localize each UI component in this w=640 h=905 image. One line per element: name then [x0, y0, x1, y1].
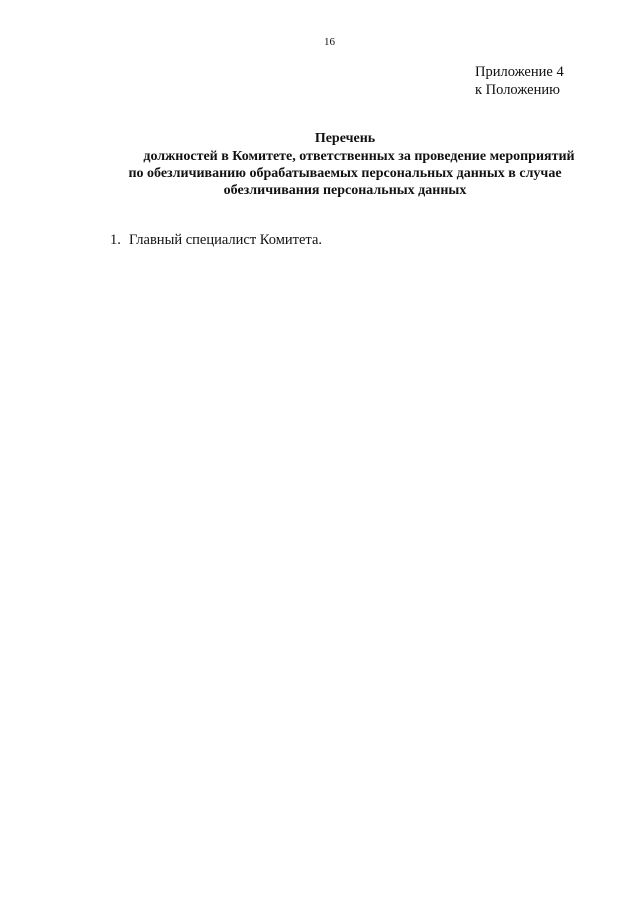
heading-line-3: обезличивания персональных данных	[223, 183, 467, 198]
appendix-line-1: Приложение 4	[475, 64, 564, 80]
appendix-label	[475, 63, 564, 99]
page-number: 16	[324, 36, 335, 48]
list-item	[110, 231, 322, 249]
document-title: Перечень	[314, 131, 376, 146]
list-item-number: 1.	[110, 232, 121, 248]
document-heading	[90, 130, 600, 199]
positions-list	[110, 231, 322, 249]
appendix-line-2: к Положению	[475, 82, 560, 98]
heading-line-2: по обезличиванию обрабатываемых персональных данных в случае	[128, 166, 562, 181]
list-item-text: Главный специалист Комитета.	[129, 232, 323, 248]
heading-line-1: должностей в Комитете, ответственных за проведение мероприятий	[143, 149, 575, 164]
